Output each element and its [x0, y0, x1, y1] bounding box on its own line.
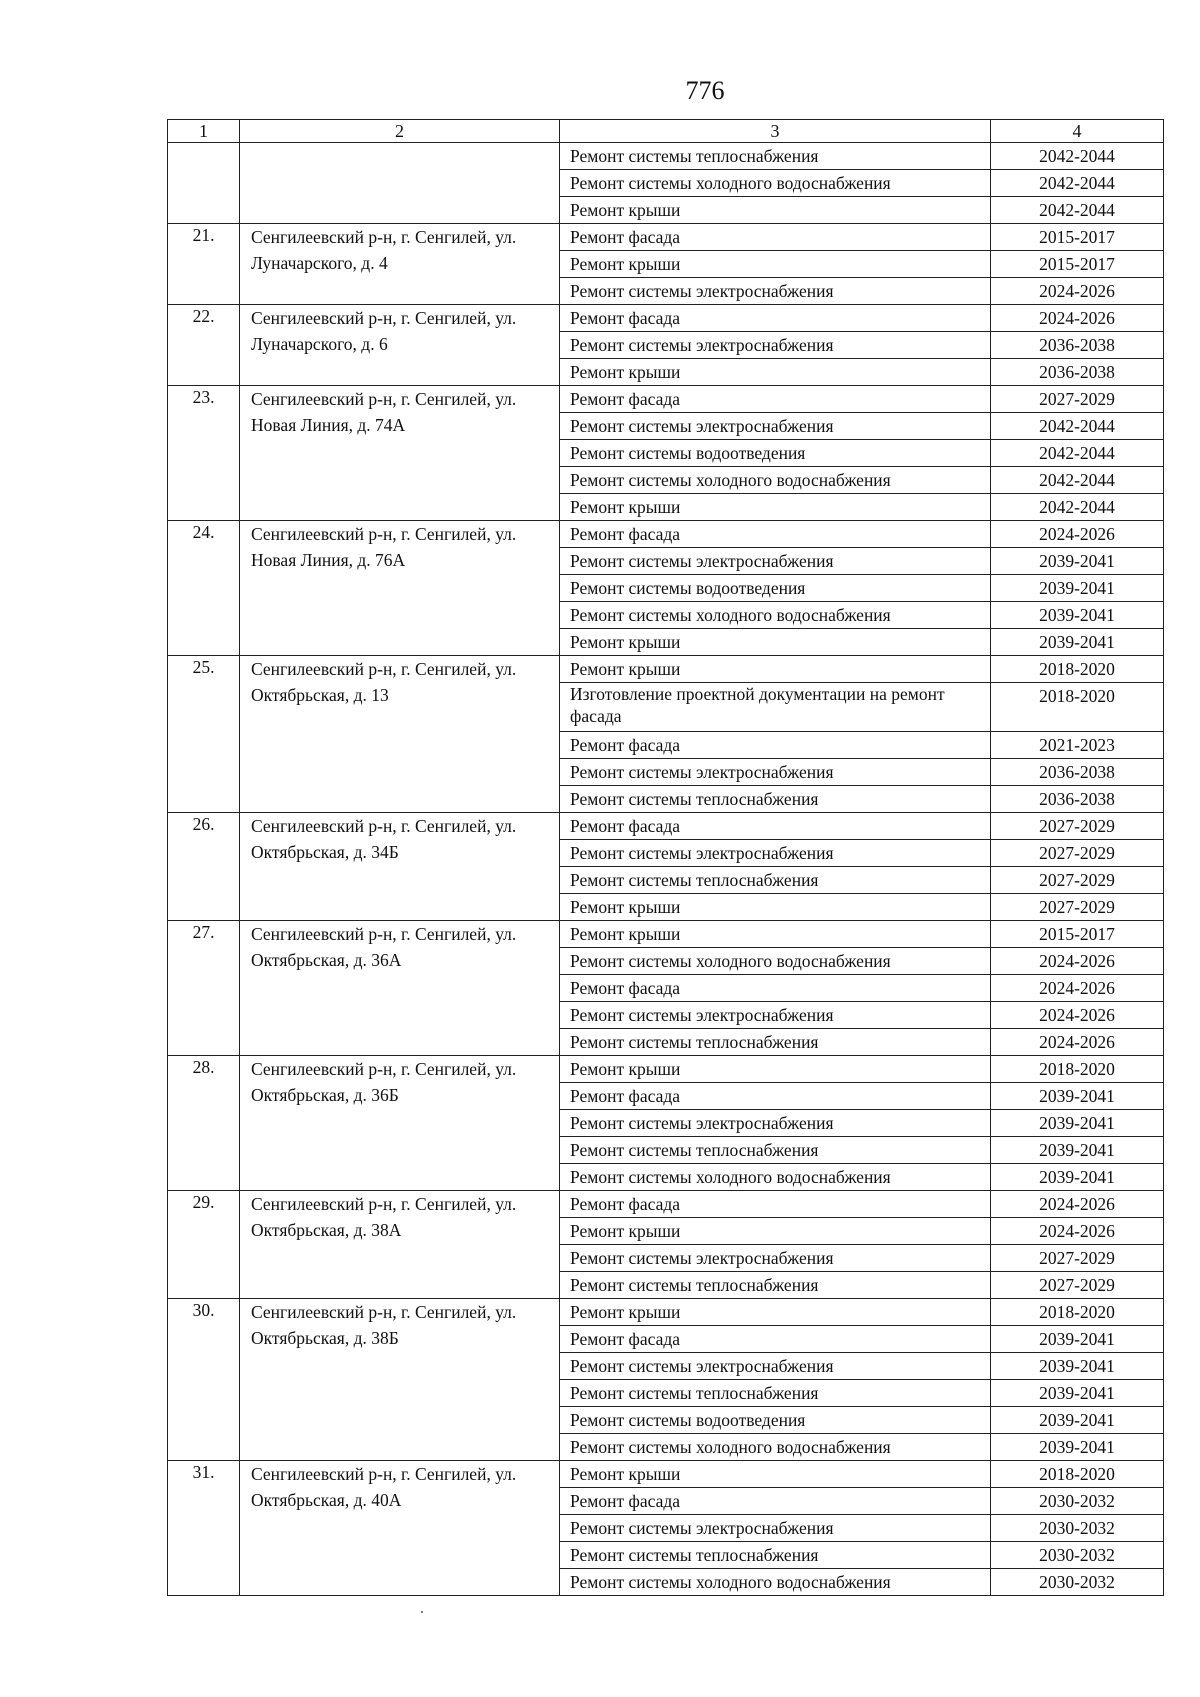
work-type-cell: Ремонт системы электроснабжения — [560, 413, 991, 440]
address-cell: Сенгилеевский р-н, г. Сенгилей, ул. Октябрьская, д. 40А — [240, 1461, 560, 1596]
work-type-cell: Ремонт фасада — [560, 386, 991, 413]
work-type-cell: Ремонт системы холодного водоснабжения — [560, 467, 991, 494]
period-cell: 2024-2026 — [991, 1002, 1164, 1029]
work-type-cell: Ремонт фасада — [560, 975, 991, 1002]
work-type-cell: Ремонт системы холодного водоснабжения — [560, 602, 991, 629]
address-cell: Сенгилеевский р-н, г. Сенгилей, ул. Октябрьская, д. 34Б — [240, 813, 560, 921]
period-cell: 2039-2041 — [991, 1137, 1164, 1164]
period-cell: 2018-2020 — [991, 683, 1164, 732]
period-cell: 2042-2044 — [991, 143, 1164, 170]
row-number-cell: 28. — [168, 1056, 240, 1191]
period-cell: 2039-2041 — [991, 1380, 1164, 1407]
work-type-cell: Ремонт крыши — [560, 494, 991, 521]
column-header-2: 2 — [240, 120, 560, 143]
row-number-cell: 27. — [168, 921, 240, 1056]
work-type-cell: Ремонт крыши — [560, 1218, 991, 1245]
period-cell: 2018-2020 — [991, 1461, 1164, 1488]
period-cell: 2039-2041 — [991, 548, 1164, 575]
table-row — [168, 1056, 1164, 1083]
period-cell: 2015-2017 — [991, 251, 1164, 278]
column-header-3: 3 — [560, 120, 991, 143]
address-cell: Сенгилеевский р-н, г. Сенгилей, ул. Октябрьская, д. 36А — [240, 921, 560, 1056]
period-cell: 2024-2026 — [991, 975, 1164, 1002]
work-type-cell: Ремонт фасада — [560, 1326, 991, 1353]
row-number-cell: 25. — [168, 656, 240, 813]
period-cell: 2039-2041 — [991, 1353, 1164, 1380]
period-cell: 2024-2026 — [991, 305, 1164, 332]
table-row — [168, 656, 1164, 683]
period-cell: 2039-2041 — [991, 1110, 1164, 1137]
period-cell: 2042-2044 — [991, 413, 1164, 440]
period-cell: 2042-2044 — [991, 170, 1164, 197]
column-header-1: 1 — [168, 120, 240, 143]
work-type-cell: Ремонт системы холодного водоснабжения — [560, 1434, 991, 1461]
work-type-cell: Ремонт системы холодного водоснабжения — [560, 948, 991, 975]
work-type-cell: Изготовление проектной документации на ремонт фасада — [560, 683, 991, 732]
period-cell: 2024-2026 — [991, 1029, 1164, 1056]
column-header-4: 4 — [991, 120, 1164, 143]
address-cell: Сенгилеевский р-н, г. Сенгилей, ул. Октябрьская, д. 38А — [240, 1191, 560, 1299]
period-cell: 2030-2032 — [991, 1515, 1164, 1542]
address-cell: Сенгилеевский р-н, г. Сенгилей, ул. Новая Линия, д. 76А — [240, 521, 560, 656]
work-type-cell: Ремонт крыши — [560, 921, 991, 948]
work-type-cell: Ремонт фасада — [560, 1083, 991, 1110]
table-header-row — [168, 120, 1164, 143]
work-type-cell: Ремонт фасада — [560, 732, 991, 759]
period-cell: 2027-2029 — [991, 840, 1164, 867]
work-type-cell: Ремонт крыши — [560, 894, 991, 921]
table-row — [168, 1299, 1164, 1326]
work-type-cell: Ремонт крыши — [560, 359, 991, 386]
work-type-cell: Ремонт системы электроснабжения — [560, 1515, 991, 1542]
work-type-cell: Ремонт системы теплоснабжения — [560, 867, 991, 894]
period-cell: 2015-2017 — [991, 921, 1164, 948]
period-cell: 2018-2020 — [991, 1056, 1164, 1083]
period-cell: 2030-2032 — [991, 1488, 1164, 1515]
address-cell: Сенгилеевский р-н, г. Сенгилей, ул. Октябрьская, д. 38Б — [240, 1299, 560, 1461]
table-row — [168, 224, 1164, 251]
address-cell: Сенгилеевский р-н, г. Сенгилей, ул. Луначарского, д. 6 — [240, 305, 560, 386]
work-type-cell: Ремонт системы холодного водоснабжения — [560, 1569, 991, 1596]
period-cell: 2042-2044 — [991, 467, 1164, 494]
period-cell: 2018-2020 — [991, 656, 1164, 683]
work-type-cell: Ремонт системы теплоснабжения — [560, 1137, 991, 1164]
work-type-cell: Ремонт системы теплоснабжения — [560, 143, 991, 170]
period-cell: 2039-2041 — [991, 1434, 1164, 1461]
work-type-cell: Ремонт системы электроснабжения — [560, 1110, 991, 1137]
period-cell: 2036-2038 — [991, 786, 1164, 813]
work-type-cell: Ремонт крыши — [560, 251, 991, 278]
work-type-cell: Ремонт фасада — [560, 1191, 991, 1218]
table-row — [168, 143, 1164, 170]
period-cell: 2027-2029 — [991, 867, 1164, 894]
work-type-cell: Ремонт фасада — [560, 521, 991, 548]
address-cell: Сенгилеевский р-н, г. Сенгилей, ул. Октябрьская, д. 36Б — [240, 1056, 560, 1191]
work-type-cell: Ремонт системы теплоснабжения — [560, 1380, 991, 1407]
row-number-cell: 22. — [168, 305, 240, 386]
period-cell: 2039-2041 — [991, 1407, 1164, 1434]
work-type-cell: Ремонт системы электроснабжения — [560, 332, 991, 359]
work-type-cell: Ремонт системы электроснабжения — [560, 1245, 991, 1272]
period-cell: 2024-2026 — [991, 1218, 1164, 1245]
period-cell: 2027-2029 — [991, 1245, 1164, 1272]
work-type-cell: Ремонт крыши — [560, 197, 991, 224]
table-body — [168, 143, 1164, 1596]
period-cell: 2027-2029 — [991, 813, 1164, 840]
table-row — [168, 813, 1164, 840]
row-number-cell: 29. — [168, 1191, 240, 1299]
work-type-cell: Ремонт крыши — [560, 629, 991, 656]
work-type-cell: Ремонт крыши — [560, 1461, 991, 1488]
work-type-cell: Ремонт системы теплоснабжения — [560, 786, 991, 813]
period-cell: 2024-2026 — [991, 948, 1164, 975]
work-type-cell: Ремонт системы электроснабжения — [560, 278, 991, 305]
period-cell: 2027-2029 — [991, 1272, 1164, 1299]
work-type-cell: Ремонт крыши — [560, 1056, 991, 1083]
table-row — [168, 1461, 1164, 1488]
work-type-cell: Ремонт крыши — [560, 1299, 991, 1326]
period-cell: 2039-2041 — [991, 1164, 1164, 1191]
period-cell: 2036-2038 — [991, 759, 1164, 786]
row-number-cell — [168, 143, 240, 224]
period-cell: 2036-2038 — [991, 359, 1164, 386]
table-row — [168, 921, 1164, 948]
period-cell: 2015-2017 — [991, 224, 1164, 251]
address-cell: Сенгилеевский р-н, г. Сенгилей, ул. Новая Линия, д. 74А — [240, 386, 560, 521]
period-cell: 2042-2044 — [991, 440, 1164, 467]
period-cell: 2039-2041 — [991, 575, 1164, 602]
work-type-cell: Ремонт системы теплоснабжения — [560, 1542, 991, 1569]
work-type-cell: Ремонт системы холодного водоснабжения — [560, 170, 991, 197]
table-row — [168, 305, 1164, 332]
repair-schedule-table — [167, 119, 1164, 1596]
period-cell: 2021-2023 — [991, 732, 1164, 759]
row-number-cell: 21. — [168, 224, 240, 305]
work-type-cell: Ремонт системы холодного водоснабжения — [560, 1164, 991, 1191]
period-cell: 2030-2032 — [991, 1569, 1164, 1596]
work-type-cell: Ремонт системы водоотведения — [560, 440, 991, 467]
page-number: 776 — [685, 76, 725, 105]
row-number-cell: 23. — [168, 386, 240, 521]
address-cell: Сенгилеевский р-н, г. Сенгилей, ул. Октябрьская, д. 13 — [240, 656, 560, 813]
work-type-cell: Ремонт системы теплоснабжения — [560, 1272, 991, 1299]
period-cell: 2024-2026 — [991, 278, 1164, 305]
work-type-cell: Ремонт системы электроснабжения — [560, 759, 991, 786]
period-cell: 2039-2041 — [991, 1083, 1164, 1110]
period-cell: 2027-2029 — [991, 386, 1164, 413]
period-cell: 2042-2044 — [991, 197, 1164, 224]
row-number-cell: 31. — [168, 1461, 240, 1596]
period-cell: 2018-2020 — [991, 1299, 1164, 1326]
row-number-cell: 24. — [168, 521, 240, 656]
row-number-cell: 30. — [168, 1299, 240, 1461]
period-cell: 2036-2038 — [991, 332, 1164, 359]
period-cell: 2039-2041 — [991, 629, 1164, 656]
period-cell: 2024-2026 — [991, 521, 1164, 548]
work-type-cell: Ремонт фасада — [560, 1488, 991, 1515]
work-type-cell: Ремонт системы теплоснабжения — [560, 1029, 991, 1056]
work-type-cell: Ремонт системы электроснабжения — [560, 1353, 991, 1380]
scan-speck — [421, 1611, 423, 1613]
work-type-cell: Ремонт крыши — [560, 656, 991, 683]
period-cell: 2039-2041 — [991, 602, 1164, 629]
period-cell: 2039-2041 — [991, 1326, 1164, 1353]
work-type-cell: Ремонт системы водоотведения — [560, 1407, 991, 1434]
work-type-cell: Ремонт фасада — [560, 305, 991, 332]
work-type-cell: Ремонт системы электроснабжения — [560, 1002, 991, 1029]
work-type-cell: Ремонт системы электроснабжения — [560, 548, 991, 575]
address-cell: Сенгилеевский р-н, г. Сенгилей, ул. Луначарского, д. 4 — [240, 224, 560, 305]
row-number-cell: 26. — [168, 813, 240, 921]
table-row — [168, 521, 1164, 548]
period-cell: 2027-2029 — [991, 894, 1164, 921]
address-cell — [240, 143, 560, 224]
period-cell: 2042-2044 — [991, 494, 1164, 521]
work-type-cell: Ремонт системы электроснабжения — [560, 840, 991, 867]
period-cell: 2030-2032 — [991, 1542, 1164, 1569]
work-type-cell: Ремонт фасада — [560, 224, 991, 251]
period-cell: 2024-2026 — [991, 1191, 1164, 1218]
work-type-cell: Ремонт системы водоотведения — [560, 575, 991, 602]
table-row — [168, 1191, 1164, 1218]
table-row — [168, 386, 1164, 413]
work-type-cell: Ремонт фасада — [560, 813, 991, 840]
